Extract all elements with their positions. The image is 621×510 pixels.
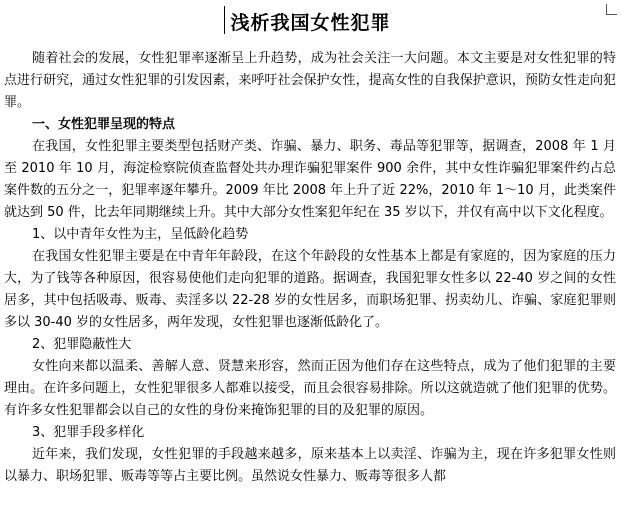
title-container xyxy=(0,8,621,35)
document-title[interactable] xyxy=(230,8,390,35)
body-paragraph: 在我国，女性犯罪主要类型包括财产类、诈骗、暴力、职务、毒品等犯罪等，据调查，2008 年 1 月至 2010 年 10 月，海淀检察院侦查监督处共办理诈骗犯罪案件 900 余件，其中女性诈骗犯罪案件约占总案件数的五分之一，犯罪率逐年攀升。2009 年比 2008 年上升了近 22%，2010 年 1～10 月，此类案件就达到 50 件，比去年同期继续上升。其中大部分女性案犯年纪在 35 岁以下，并仅有高中以下文化程度。 xyxy=(4,139,616,220)
document-body[interactable] xyxy=(4,48,616,488)
subheading-1: 1、以中青年女性为主，呈低龄化趋势 xyxy=(32,227,249,242)
subheading-3: 3、犯罪手段多样化 xyxy=(32,425,145,440)
document-title-text: 浅析我国女性犯罪 xyxy=(230,12,391,34)
subheading-2: 2、犯罪隐蔽性大 xyxy=(32,337,132,352)
body-paragraph: 女性向来都以温柔、善解人意、贤慧来形容，然而正因为他们存在这些特点，成为了他们犯罪的主要理由。在许多问题上，女性犯罪很多人都难以接受，而且会很容易排除。所以这就造就了他们犯罪的优势。有许多女性犯罪都会以自己的女性的身份来掩饰犯罪的目的及犯罪的原因。 xyxy=(4,359,616,418)
section-heading-1: 一、女性犯罪呈现的特点 xyxy=(32,117,176,132)
intro-paragraph: 随着社会的发展，女性犯罪率逐渐呈上升趋势，成为社会关注一大问题。本文主要是对女性犯罪的特点进行研究，通过女性犯罪的引发因素，来呼吁社会保护女性，提高女性的自我保护意识，预防女性走向犯罪。 xyxy=(4,51,616,110)
body-paragraph: 近年来，我们发现，女性犯罪的手段越来越多，原来基本上以卖淫、诈骗为主，现在许多犯罪女性则以暴力、职场犯罪、贩毒等等占主要比例。虽然说女性暴力、贩毒等很多人都 xyxy=(4,447,616,484)
body-paragraph: 在我国女性犯罪主要是在中青年年龄段，在这个年龄段的女性基本上都是有家庭的，因为家庭的压力大，为了钱等各种原因，很容易使他们走向犯罪的道路。据调查，我国犯罪女性多以 22-40 岁之间的女性居多，其中包括吸毒、贩毒、卖淫多以 22-28 岁的女性居多，而职场犯罪、拐卖幼儿、诈骗、家庭犯罪则多以 30-40 岁的女性居多，两年发现，女性犯罪也逐渐低龄化了。 xyxy=(4,249,616,330)
text-cursor xyxy=(224,6,225,34)
